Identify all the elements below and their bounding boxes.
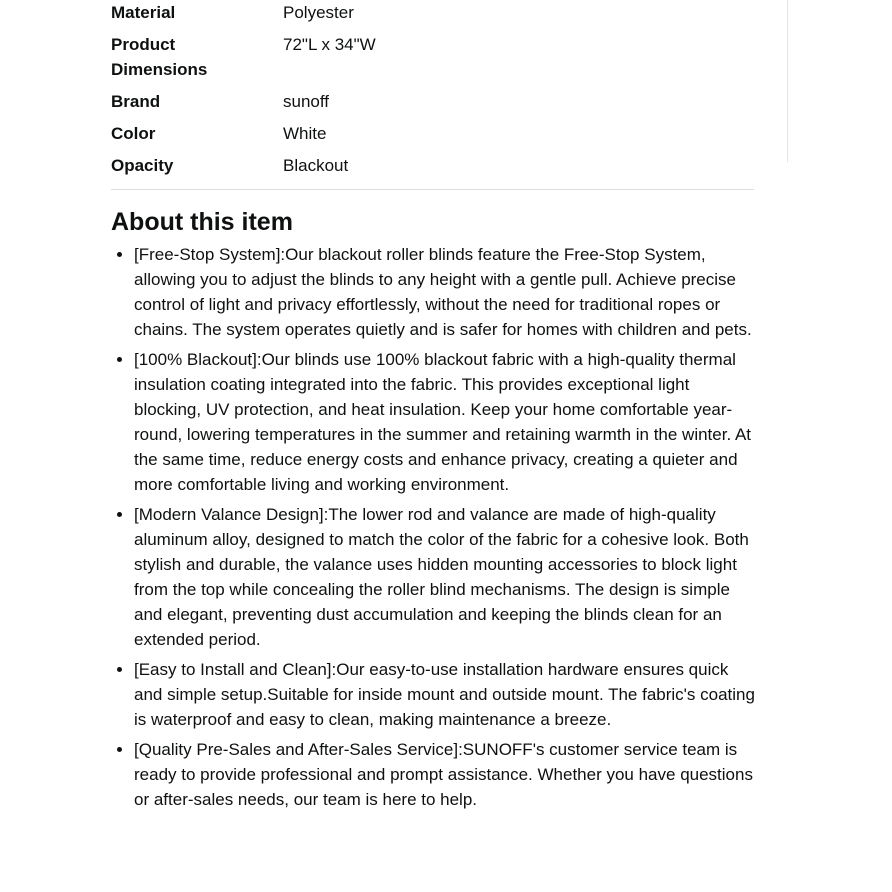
feature-bullet-blackout: • [100% Blackout]:Our blinds use 100% blackout fabric with a high-quality thermal insulation coating integrated into the fabric. This provides exceptional light blocking, UV protection, and heat insulation. Keep your home comfortable year-round, lowering temperatures in the summer and retaining warmth in the winter. At the same time, reduce energy costs and enhance privacy, creating a quieter and more comfortable living and working environment. xyxy=(134,347,761,497)
spec-key: Color xyxy=(111,124,156,143)
about-this-item-section xyxy=(111,206,761,817)
spec-table xyxy=(111,0,754,189)
spec-row-opacity xyxy=(111,153,754,189)
spec-key: Product Dimensions xyxy=(111,35,208,79)
spec-value: Blackout xyxy=(283,156,349,175)
spec-value: Polyester xyxy=(283,3,354,22)
spec-value: 72"L x 34"W xyxy=(283,35,376,54)
feature-bullet-valance: • [Modern Valance Design]:The lower rod and valance are made of high-quality aluminum alloy, designed to match the color of the fabric for a cohesive look. Both stylish and durable, the valance uses hidden mounting accessories to block light from the top while concealing the roller blind mechanisms. The design is simple and elegant, preventing dust accumulation and keeping the blinds clean for an extended period. xyxy=(134,502,761,652)
spec-value: White xyxy=(283,124,327,143)
feature-bullet-install: • [Easy to Install and Clean]:Our easy-to-use installation hardware ensures quick and simple setup.Suitable for inside mount and outside mount. The fabric's coating is waterproof and easy to clean, making maintenance a breeze. xyxy=(134,657,761,732)
section-divider xyxy=(111,189,754,190)
feature-bullet-list xyxy=(111,242,761,812)
feature-bullet-service: • [Quality Pre-Sales and After-Sales Service]:SUNOFF's customer service team is ready to provide professional and prompt assistance. Whether you have questions or after-sales needs, our team is here to help. xyxy=(134,737,761,812)
spec-value: sunoff xyxy=(283,92,330,111)
spec-row-material xyxy=(111,0,754,32)
spec-row-brand xyxy=(111,89,754,121)
spec-row-product-dimensions xyxy=(111,32,754,89)
spec-row-color xyxy=(111,121,754,153)
about-title: About this item xyxy=(111,208,293,236)
spec-key: Brand xyxy=(111,92,161,111)
spec-key: Material xyxy=(111,3,176,22)
feature-bullet-free-stop: • [Free-Stop System]:Our blackout roller blinds feature the Free-Stop System, allowing you to adjust the blinds to any height with a gentle pull. Achieve precise control of light and privacy effortlessly, without the need for traditional ropes or chains. The system operates quietly and is safer for homes with children and pets. xyxy=(134,242,761,342)
side-panel-border xyxy=(787,0,788,162)
product-details-table xyxy=(111,0,754,189)
spec-key: Opacity xyxy=(111,156,174,175)
